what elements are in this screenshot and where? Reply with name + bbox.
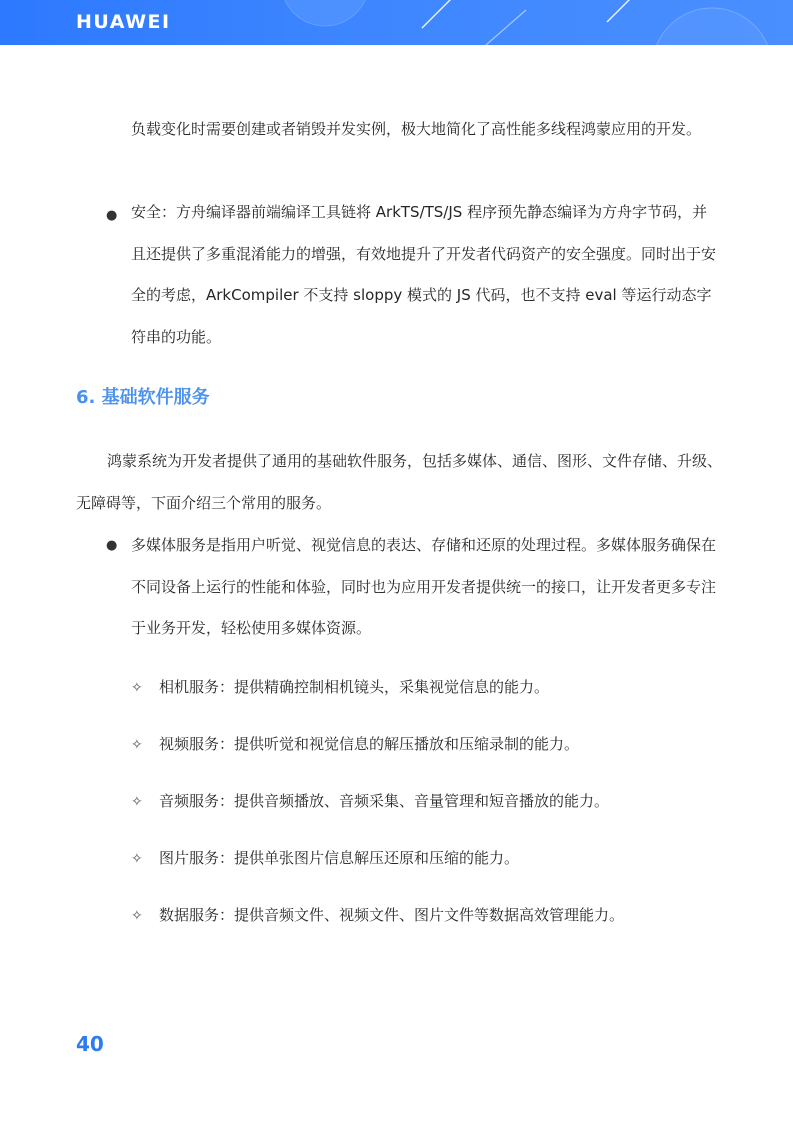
sub-item-data: [131, 902, 731, 928]
sparkle-icon: ✧: [131, 737, 143, 753]
continuation-paragraph: 负载变化时需要创建或者销毁并发实例，极大地简化了高性能多线程鸿蒙应用的开发。: [131, 120, 702, 138]
sub-item-image: [131, 845, 731, 871]
page-number: 40: [76, 1032, 104, 1056]
security-bullet-text: 安全：方舟编译器前端编译工具链将 ArkTS/TS/JS 程序预先静态编译为方舟字节码，并且还提供了多重混淆能力的增强，有效地提升了开发者代码资产的安全强度。同时出于安全的考虑，ArkCompiler 不支持 sloppy 模式的 JS 代码，也不支持 eval 等运行动态字符串的功能。: [131, 203, 717, 346]
sparkle-icon: ✧: [131, 908, 143, 924]
sub-item-video: [131, 731, 731, 757]
sub-item-text: 相机服务：提供精确控制相机镜头，采集视觉信息的能力。: [159, 678, 550, 696]
sparkle-icon: ✧: [131, 794, 143, 810]
sub-item-text: 音频服务：提供音频播放、音频采集、音量管理和短音播放的能力。: [159, 792, 610, 810]
section-intro-paragraph: 鸿蒙系统为开发者提供了通用的基础软件服务，包括多媒体、通信、图形、文件存储、升级、无障碍等，下面介绍三个常用的服务。: [76, 452, 723, 512]
multimedia-bullet-text: 多媒体服务是指用户听觉、视觉信息的表达、存储和还原的处理过程。多媒体服务确保在不同设备上运行的性能和体验，同时也为应用开发者提供统一的接口，让开发者更多专注于业务开发，轻松使用多媒体资源。: [131, 536, 717, 637]
bullet-icon: ●: [106, 538, 118, 553]
bullet-icon: ●: [106, 208, 118, 223]
sub-item-text: 数据服务：提供音频文件、视频文件、图片文件等数据高效管理能力。: [159, 906, 625, 924]
header-banner: [0, 0, 793, 45]
brand-logo-text: HUAWEI: [76, 11, 171, 33]
sub-item-text: 视频服务：提供听觉和视觉信息的解压播放和压缩录制的能力。: [159, 735, 580, 753]
sparkle-icon: ✧: [131, 851, 143, 867]
sub-item-audio: [131, 788, 731, 814]
sparkle-icon: ✧: [131, 680, 143, 696]
sub-item-camera: [131, 674, 731, 700]
section-heading: 6. 基础软件服务: [76, 387, 210, 408]
sub-item-text: 图片服务：提供单张图片信息解压还原和压缩的能力。: [159, 849, 520, 867]
